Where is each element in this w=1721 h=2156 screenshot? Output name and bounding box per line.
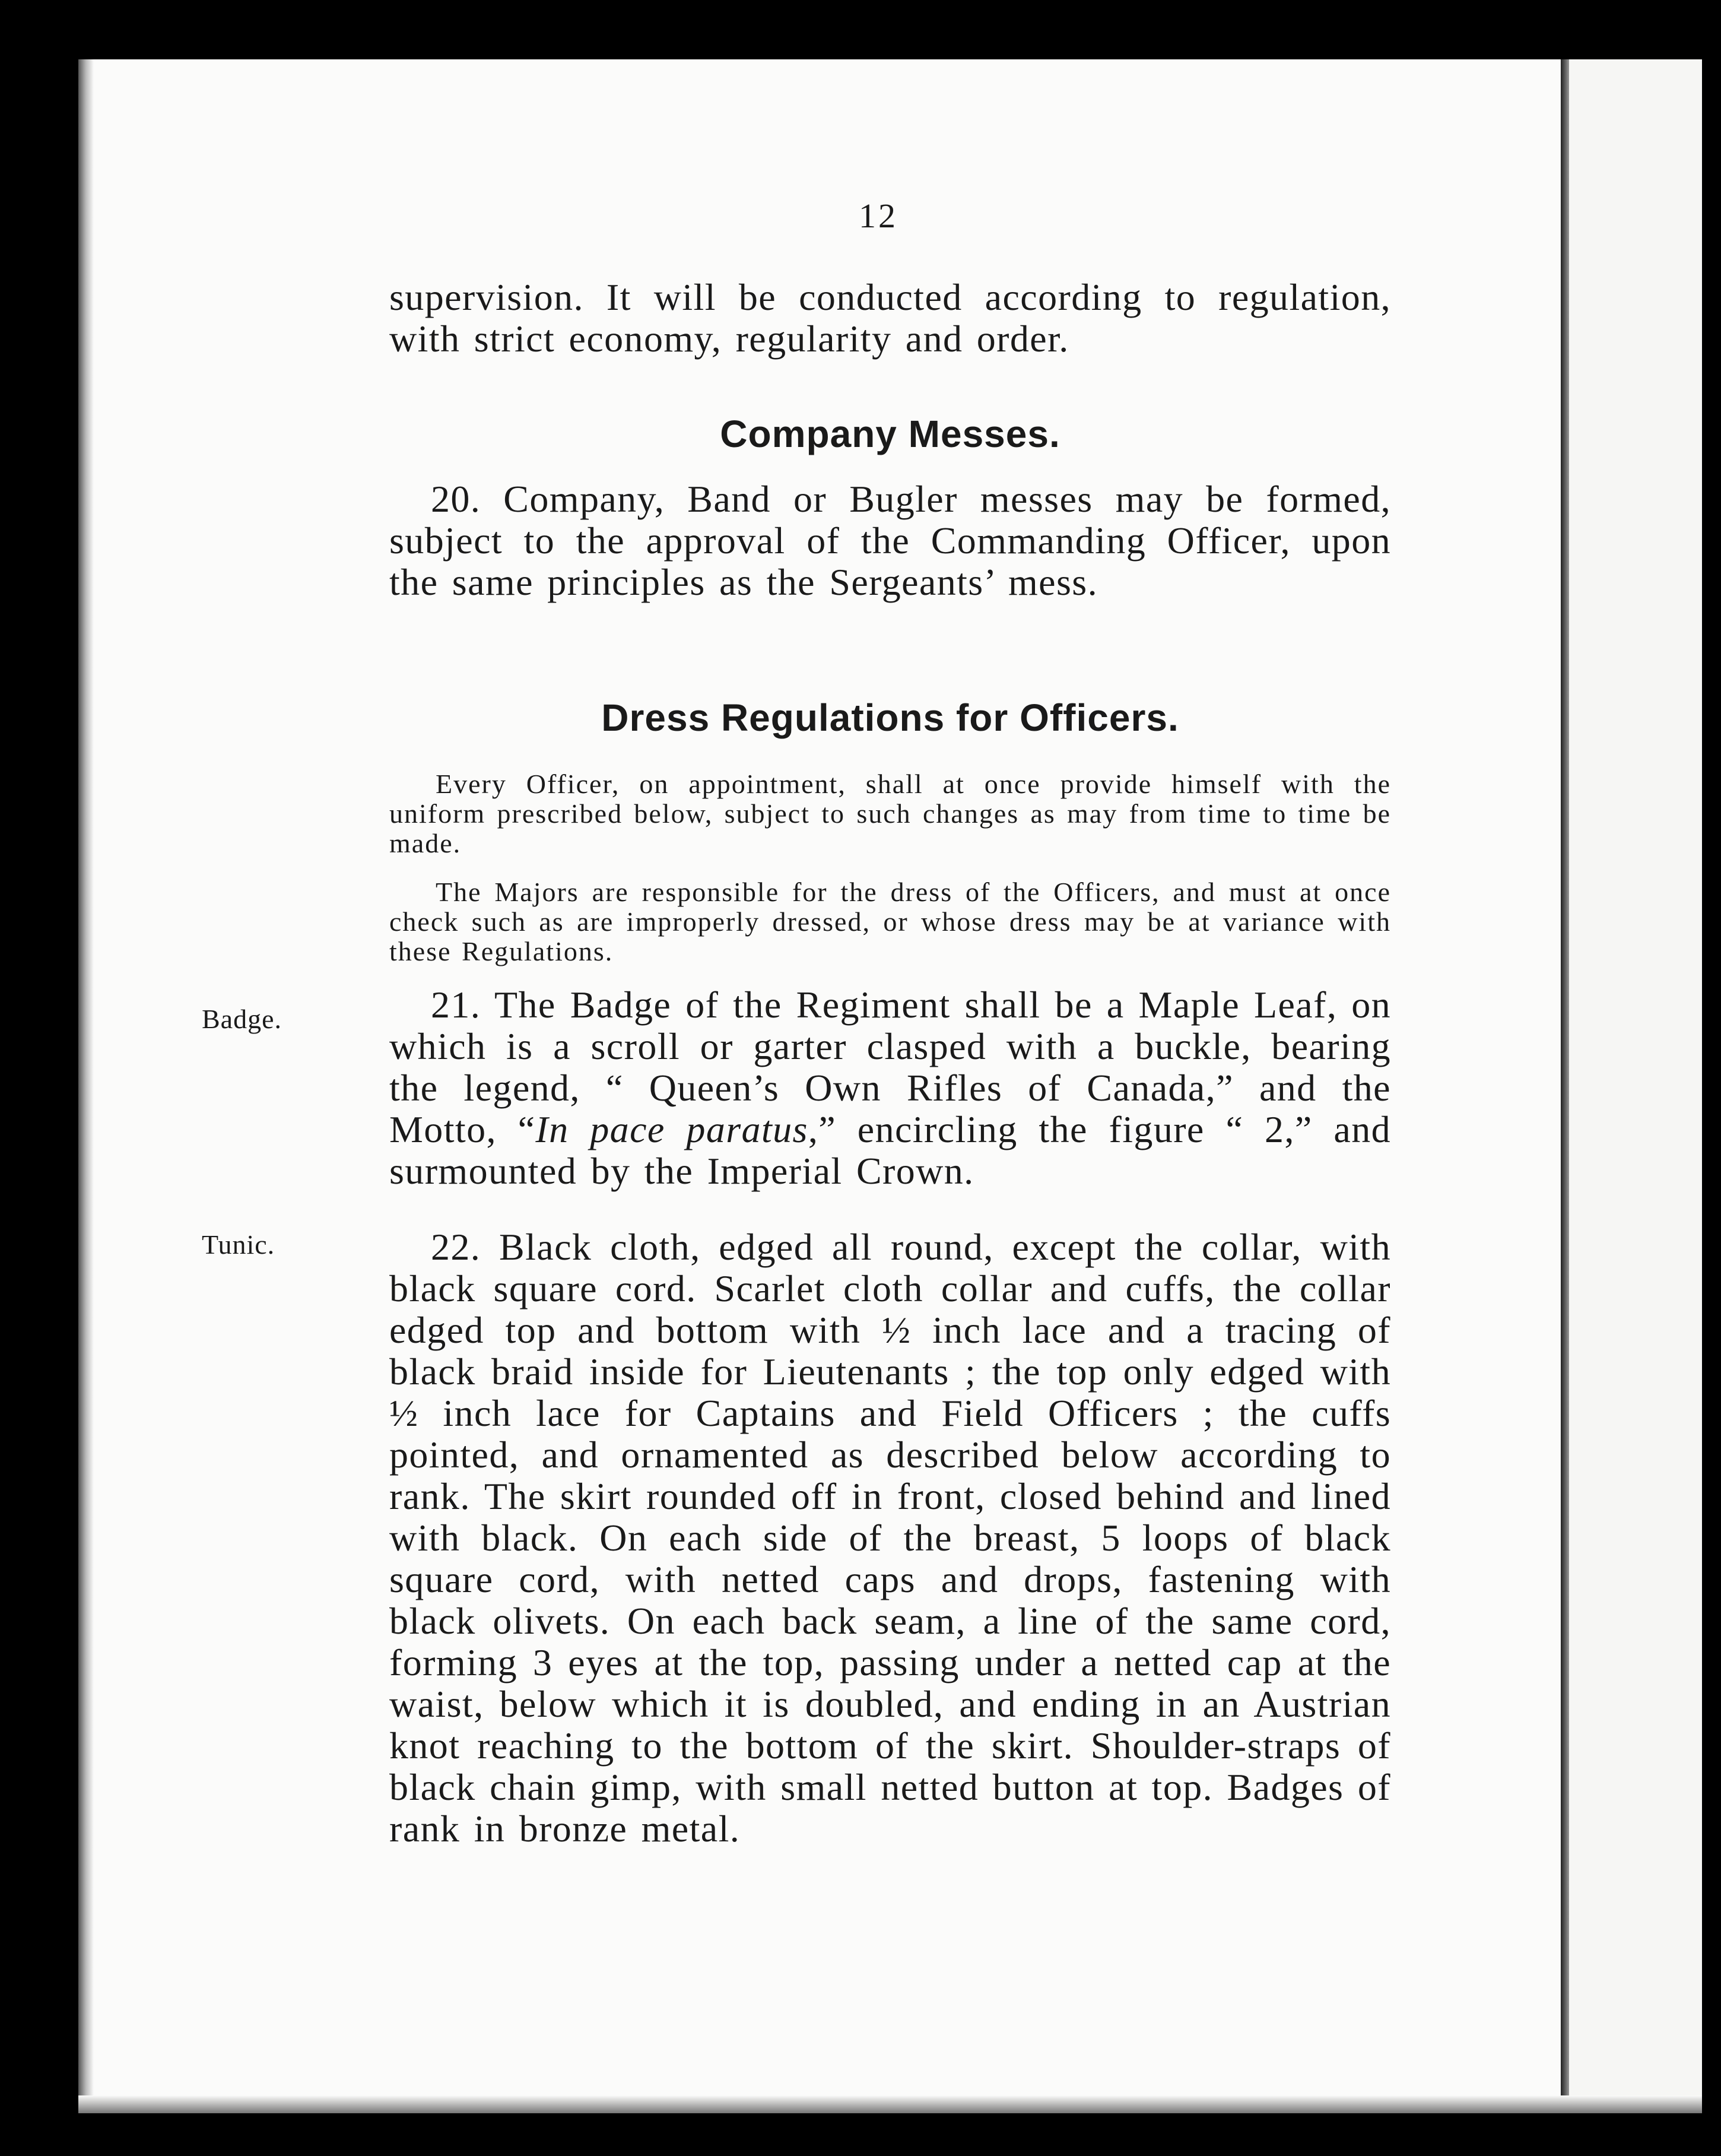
paragraph-20 bbox=[389, 478, 1391, 603]
section-heading-company-messes: Company Messes. bbox=[720, 413, 1060, 455]
scan-margin-bottom bbox=[0, 2113, 1721, 2156]
paragraph-22 bbox=[389, 1226, 1391, 1850]
page-gutter-shadow bbox=[78, 59, 94, 2113]
motto: In pace paratus bbox=[535, 1108, 808, 1150]
book-spine bbox=[1561, 59, 1569, 2113]
facing-page-edge bbox=[1569, 59, 1702, 2113]
note-majors bbox=[389, 877, 1391, 966]
section-heading-dress-regulations: Dress Regulations for Officers. bbox=[601, 696, 1179, 739]
paragraph-20-text: 20. Company, Band or Bugler messes may be formed, subject to the approval of the Commanding Officer, upon the same principles as the Sergeants’ mess. bbox=[389, 478, 1391, 603]
margin-label-tunic: Tunic. bbox=[202, 1229, 275, 1260]
paragraph-21-text-after: ,” encircling the figure “ 2,” and surmounted by the Imperial Crown. bbox=[389, 1108, 1391, 1192]
continuation-paragraph: supervision. It will be conducted according to regulation, with strict economy, regularity and order. bbox=[389, 276, 1391, 360]
paragraph-21-text-before: 21. The Badge of the Regiment shall be a Maple Leaf, on which is a scroll or garter clasped with a buckle, bearing the legend, “ Queen’s Own Rifles of Canada,” and the Motto, “ bbox=[389, 984, 1391, 1150]
note-majors-text: The Majors are responsible for the dress of the Officers, and must at once check such as are improperly dressed, or whose dress may be at variance with these Regulations. bbox=[389, 877, 1391, 966]
note-every-officer bbox=[389, 769, 1391, 858]
paragraph-21 bbox=[389, 984, 1391, 1192]
page-bottom-edge bbox=[78, 2095, 1702, 2113]
note-every-officer-text: Every Officer, on appointment, shall at once provide himself with the uniform prescribed below, subject to such changes as may from time to time be made. bbox=[389, 769, 1391, 858]
scan-margin-left bbox=[0, 0, 78, 2156]
paragraph-22-text: 22. Black cloth, edged all round, except the collar, with black square cord. Scarlet cloth collar and cuffs, the collar edged top and bottom with ½ inch lace and a tracing of black braid inside for Lieutenants ; the top only edged with ½ inch lace for Captains and Field Officers ; the cuffs pointed, and ornamented as described below according to rank. The skirt rounded off in front, closed behind and lined with black. On each side of the breast, 5 loops of black square cord, with netted caps and drops, fastening with black olivets. On each back seam, a line of the same cord, forming 3 eyes at the top, passing under a netted cap at the waist, below which it is doubled, and ending in an Austrian knot reaching to the bottom of the skirt. Shoulder-straps of black chain gimp, with small netted button at top. Badges of rank in bronze metal. bbox=[389, 1226, 1391, 1850]
margin-label-badge: Badge. bbox=[202, 1004, 282, 1034]
scan-margin-top bbox=[0, 0, 1721, 59]
page-number: 12 bbox=[859, 196, 898, 235]
scan-margin-right bbox=[1702, 0, 1721, 2156]
